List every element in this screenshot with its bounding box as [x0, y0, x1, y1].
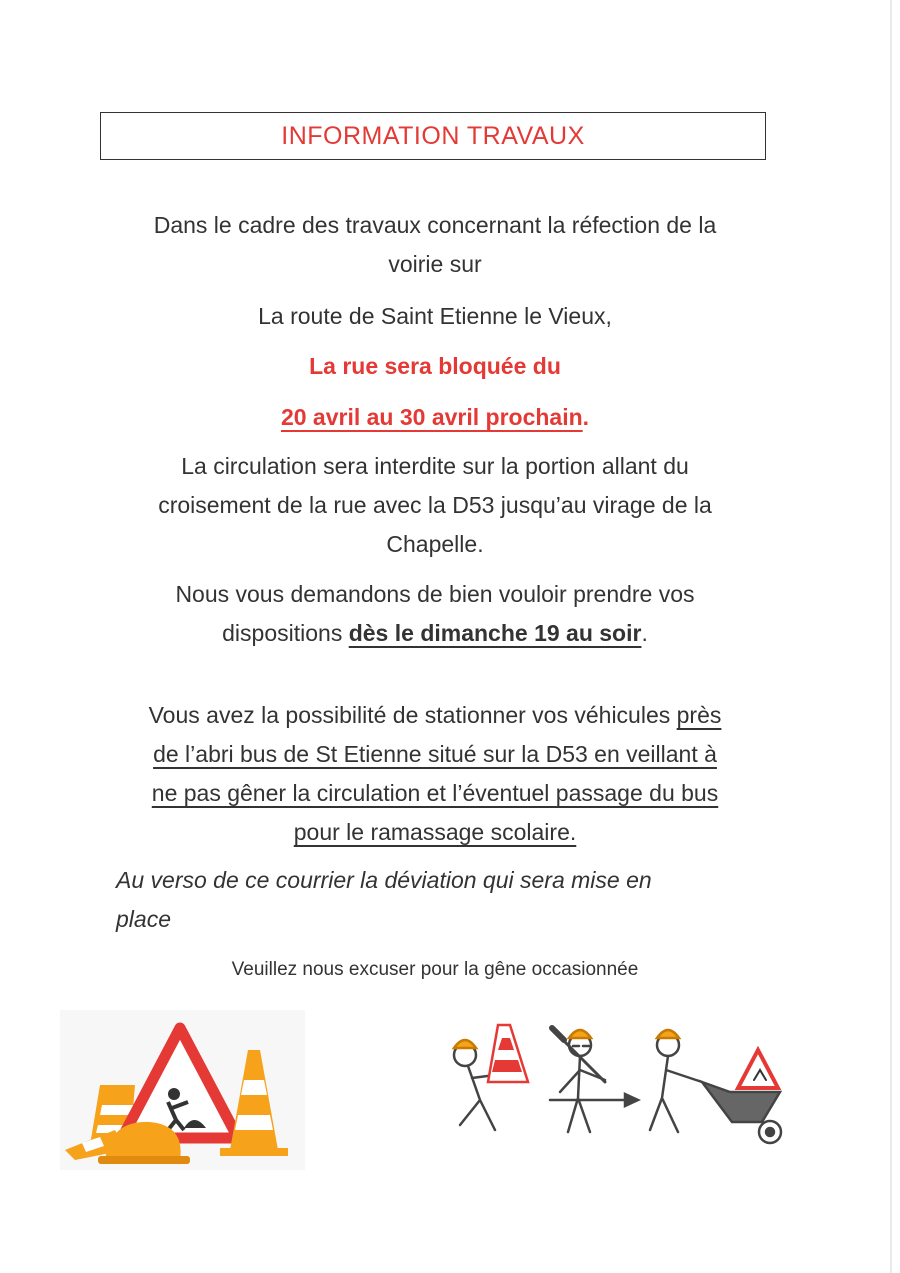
closing-paragraph [90, 950, 780, 989]
page-title: INFORMATION TRAVAUX [281, 121, 585, 150]
circulation-line-3: Chapelle. [386, 531, 484, 557]
parking-line-1-u: près [676, 702, 722, 728]
worker-with-cone [454, 1040, 495, 1130]
circulation-paragraph [90, 447, 780, 564]
verso-paragraph [116, 861, 756, 939]
parking-line-3: ne pas gêner la circulation et l’éventuel passage du bus [151, 780, 719, 806]
request-paragraph [90, 575, 780, 653]
intro-line-3: La route de Saint Etienne le Vieux, [258, 303, 612, 329]
verso-line-1: Au verso de ce courrier la déviation qui sera mise en [116, 867, 652, 893]
request-period: . [641, 620, 648, 646]
alert-dates [90, 398, 780, 437]
circulation-line-1: La circulation sera interdite sur la portion allant du [181, 453, 689, 479]
alert-dates-text: 20 avril au 30 avril prochain [280, 404, 583, 430]
request-date: dès le dimanche 19 au soir [348, 620, 642, 646]
parking-paragraph [90, 696, 780, 852]
request-line-1: Nous vous demandons de bien vouloir prendre vos [175, 581, 695, 607]
request-line-2-start: dispositions [222, 620, 349, 646]
alert-paragraph [90, 347, 780, 386]
intro-line-1: Dans le cadre des travaux concernant la réfection de la [153, 212, 717, 238]
roadwork-illustration [60, 1010, 305, 1170]
intro-paragraph [90, 206, 780, 284]
wheelbarrow-icon [702, 1082, 781, 1143]
title-box [100, 112, 766, 160]
intro-line-2: voirie sur [388, 251, 482, 277]
closing-text: Veuillez nous excuser pour la gêne occasionnée [231, 959, 639, 980]
stick-workers-illustration [440, 1020, 800, 1160]
parking-line-2: de l’abri bus de St Etienne situé sur la D53 en veillant à [153, 741, 717, 767]
worker-with-shovel [550, 1028, 638, 1132]
circulation-line-2: croisement de la rue avec la D53 jusqu’au virage de la [158, 492, 712, 518]
intro-road [90, 297, 780, 336]
roadwork-sign-small-icon [738, 1050, 778, 1088]
verso-line-2: place [116, 906, 171, 932]
worker-with-wheelbarrow [650, 1030, 702, 1132]
parking-line-1-start: Vous avez la possibilité de stationner vos véhicules [148, 702, 677, 728]
page-edge [890, 0, 892, 1273]
alert-line-1: La rue sera bloquée du [309, 353, 561, 379]
cone-carried-icon [488, 1025, 528, 1082]
alert-dates-period: . [582, 404, 590, 430]
parking-line-4: pour le ramassage scolaire. [293, 819, 577, 845]
